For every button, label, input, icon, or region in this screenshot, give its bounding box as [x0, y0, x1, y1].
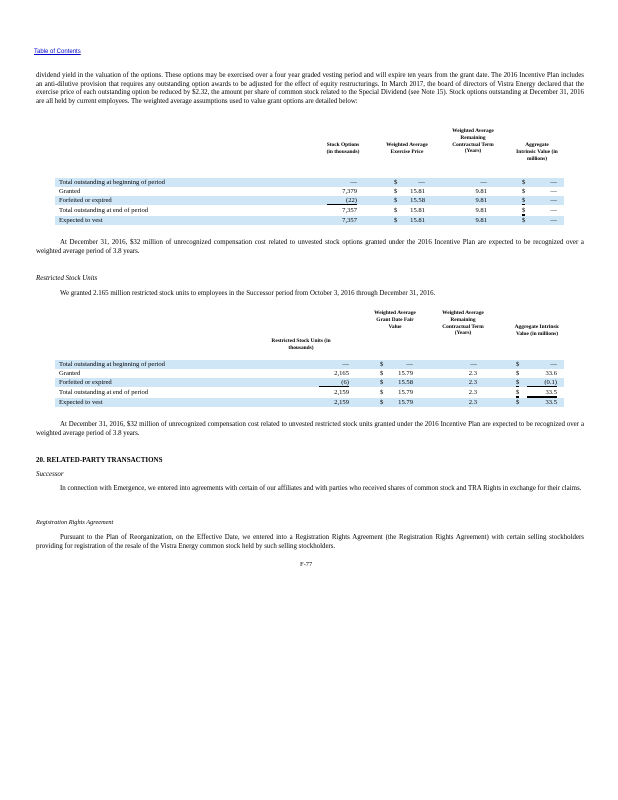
cell-stock-options: 7,379: [342, 188, 357, 195]
cell-intrinsic-value: —: [550, 207, 557, 214]
registration-rights-paragraph: Pursuant to the Plan of Reorganization, on the Effective Date, we entered into a Registration Rights Agreement (the Registration Rights Agreement) with certain selling stockholders providing for registration of the resale of the Vistra Energy common stock held by such selling stockholders.: [36, 534, 584, 550]
successor-heading: Successor: [36, 471, 64, 478]
cell-dollar: $: [522, 217, 526, 224]
row-label: Forfeited or expired: [59, 379, 112, 386]
cell-remaining-term: 2.3: [468, 399, 477, 406]
cell-rsu: 2,159: [334, 389, 349, 396]
cell-exercise-price: —: [418, 179, 425, 186]
cell-intrinsic-value: 33.6: [545, 370, 557, 377]
cell-dollar: $: [394, 197, 398, 204]
table-row: [55, 388, 564, 397]
cell-remaining-term: —: [480, 179, 487, 186]
cell-remaining-term: —: [470, 361, 477, 368]
row-label: Forfeited or expired: [59, 197, 112, 204]
table-row: [55, 398, 564, 407]
cell-dollar: $: [394, 179, 398, 186]
cell-grant-value: 15.58: [398, 379, 413, 386]
cell-intrinsic-value: —: [550, 197, 557, 204]
cell-dollar: $: [380, 379, 384, 386]
cell-intrinsic-value: —: [550, 188, 557, 195]
row-label: Total outstanding at beginning of period: [59, 361, 165, 368]
cell-exercise-price: 15.58: [410, 197, 425, 204]
cell-remaining-term: 2.3: [468, 370, 477, 377]
cell-dollar: $: [516, 389, 520, 396]
rsu-compensation-paragraph: At December 31, 2016, $32 million of unrecognized compensation cost related to unvested restricted stock units granted under the 2016 Incentive Plan are expected to be recognized over a weighted average period of 3.8 years.: [36, 421, 584, 437]
table-row: [55, 178, 564, 187]
cell-dollar: $: [522, 188, 526, 195]
row-label: Total outstanding at beginning of period: [59, 179, 165, 186]
cell-dollar: $: [516, 361, 520, 368]
cell-grant-value: 15.79: [398, 370, 413, 377]
cell-exercise-price: 15.81: [410, 217, 425, 224]
cell-intrinsic-value: 33.5: [527, 389, 557, 398]
table-row: [55, 206, 564, 215]
col-header-stock-options: Stock Options (in thousands): [326, 142, 360, 155]
col-header-rsu: Restricted Stock Units (in thousands): [271, 338, 331, 351]
cell-dollar: $: [516, 399, 520, 406]
cell-dollar: $: [380, 399, 384, 406]
page-number: F-77: [300, 561, 313, 568]
row-label: Granted: [59, 188, 81, 195]
cell-stock-options: 7,357: [342, 207, 357, 214]
cell-dollar: $: [380, 370, 384, 377]
rsu-heading: Restricted Stock Units: [36, 275, 98, 282]
cell-dollar: $: [380, 361, 384, 368]
table-row: [55, 187, 564, 196]
cell-stock-options: (22): [327, 197, 357, 205]
cell-dollar: $: [394, 217, 398, 224]
cell-grant-value: 15.79: [398, 399, 413, 406]
row-label: Total outstanding at end of period: [59, 389, 149, 396]
rsu-paragraph: We granted 2.165 million restricted stock units to employees in the Successor period from October 3, 2016 through December 31, 2016.: [60, 290, 436, 297]
cell-rsu: —: [342, 361, 349, 368]
cell-rsu: (6): [319, 379, 349, 387]
table-row: [55, 369, 564, 378]
row-label: Expected to vest: [59, 399, 103, 406]
col-header-grant-value: Weighted Average Grant Date Fair Value: [374, 310, 416, 330]
cell-grant-value: —: [406, 361, 413, 368]
cell-remaining-term: 2.3: [468, 389, 477, 396]
cell-exercise-price: 15.81: [410, 207, 425, 214]
cell-intrinsic-value: —: [550, 217, 557, 224]
table-of-contents-link[interactable]: Table of Contents: [34, 49, 81, 55]
col-header-exercise-price: Weighted Average Exercise Price: [386, 142, 428, 155]
row-label: Granted: [59, 370, 81, 377]
table-row: [55, 196, 564, 205]
cell-dollar: $: [516, 379, 520, 386]
col-header-remaining-term: Weighted Average Remaining Contractual Term (Years): [442, 310, 484, 337]
cell-stock-options: 7,357: [342, 217, 357, 224]
col-header-intrinsic-value: Aggregate Intrinsic Value (in millions): [516, 142, 558, 162]
cell-remaining-term: 2.3: [468, 379, 477, 386]
cell-intrinsic-value: (0.1): [527, 379, 557, 387]
cell-rsu: 2,159: [334, 399, 349, 406]
table-row: [55, 378, 564, 387]
options-paragraph: dividend yield in the valuation of the options. These options may be exercised over a four year graded vesting period and will expire ten years from the grant date. The 2016 Incentive Plan includes an anti-dilutive provision that requires any outstanding option awards to be adjusted for the effect of equity restructurings. In March 2017, the board of directors of Vistra Energy declared that the exercise price of each outstanding option be reduced by $2.32, the amount per share of common stock related to the Special Dividend (see Note 15). Stock options outstanding at December 31, 2016 are all held by current employees. The weighted average assumptions used to value grant options are detailed below:: [36, 72, 584, 105]
options-compensation-paragraph: At December 31, 2016, $32 million of unrecognized compensation cost related to unvested stock options granted under the 2016 Incentive Plan are expected to be recognized over a weighted average period of 3.8 years.: [36, 239, 584, 255]
cell-grant-value: 15.79: [398, 389, 413, 396]
cell-remaining-term: 9.81: [475, 207, 487, 214]
cell-remaining-term: 9.81: [475, 197, 487, 204]
cell-rsu: 2,165: [334, 370, 349, 377]
cell-exercise-price: 15.81: [410, 188, 425, 195]
cell-stock-options: —: [350, 179, 357, 186]
cell-dollar: $: [394, 207, 398, 214]
row-label: Total outstanding at end of period: [59, 207, 149, 214]
table-row: [55, 360, 564, 369]
successor-paragraph: In connection with Emergence, we entered into agreements with certain of our affiliates and with parties who received shares of common stock and TRA Rights in exchange for their claims.: [60, 485, 582, 492]
col-header-remaining-term: Weighted Average Remaining Contractual Term (Years): [452, 128, 494, 155]
cell-intrinsic-value: —: [550, 361, 557, 368]
cell-dollar: $: [522, 197, 526, 204]
cell-dollar: $: [522, 179, 526, 186]
cell-dollar: $: [522, 207, 526, 214]
cell-remaining-term: 9.81: [475, 188, 487, 195]
cell-dollar: $: [516, 370, 520, 377]
table-row: [55, 216, 564, 225]
cell-dollar: $: [380, 389, 384, 396]
cell-intrinsic-value: 33.5: [545, 399, 557, 406]
registration-rights-heading: Registration Rights Agreement: [36, 519, 114, 526]
cell-intrinsic-value: —: [550, 179, 557, 186]
row-label: Expected to vest: [59, 217, 103, 224]
cell-dollar: $: [394, 188, 398, 195]
col-header-intrinsic-value: Aggregate Intrinsic Value (in millions): [514, 324, 560, 337]
section-heading: 20. RELATED-PARTY TRANSACTIONS: [36, 456, 163, 464]
cell-remaining-term: 9.81: [475, 217, 487, 224]
